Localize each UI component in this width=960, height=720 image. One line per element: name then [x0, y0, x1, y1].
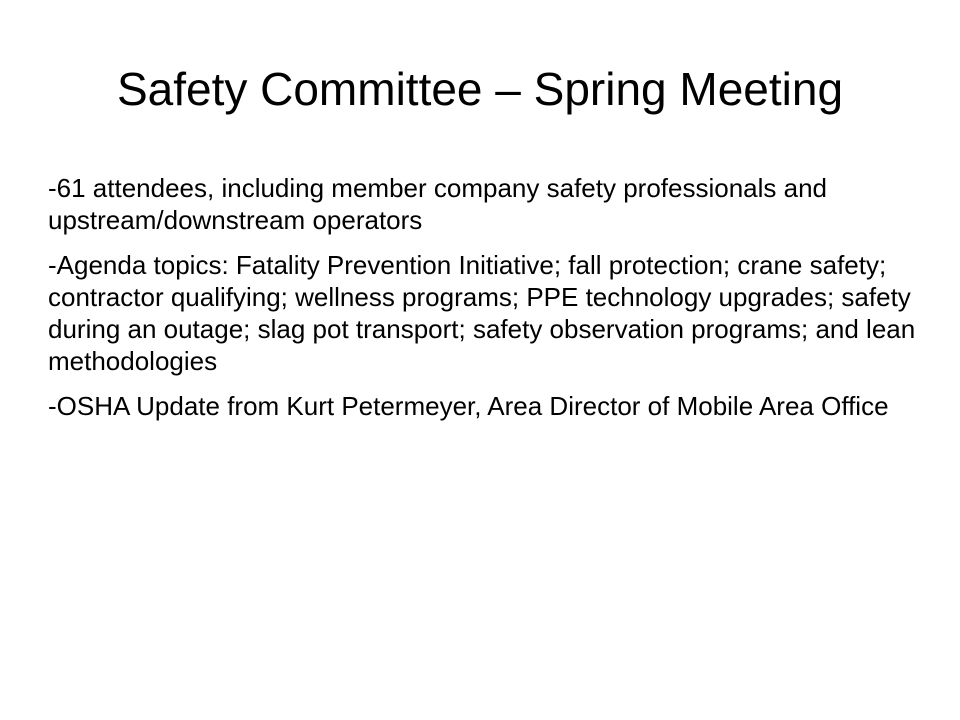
slide-title: Safety Committee – Spring Meeting: [116, 63, 844, 115]
bullet-osha-update: -OSHA Update from Kurt Petermeyer, Area Director of Mobile Area Office: [48, 391, 889, 421]
bullet-agenda-topics: -Agenda topics: Fatality Prevention Initiative; fall protection; crane safety; contractor qualifying; wellness programs; PPE technology upgrades; safety during an outage; slag pot transport; safety observation programs; and lean methodologies: [48, 250, 916, 376]
bullet-attendees: -61 attendees, including member company safety professionals and upstream/downstream operators: [48, 173, 827, 235]
bullet-list: [48, 172, 928, 435]
